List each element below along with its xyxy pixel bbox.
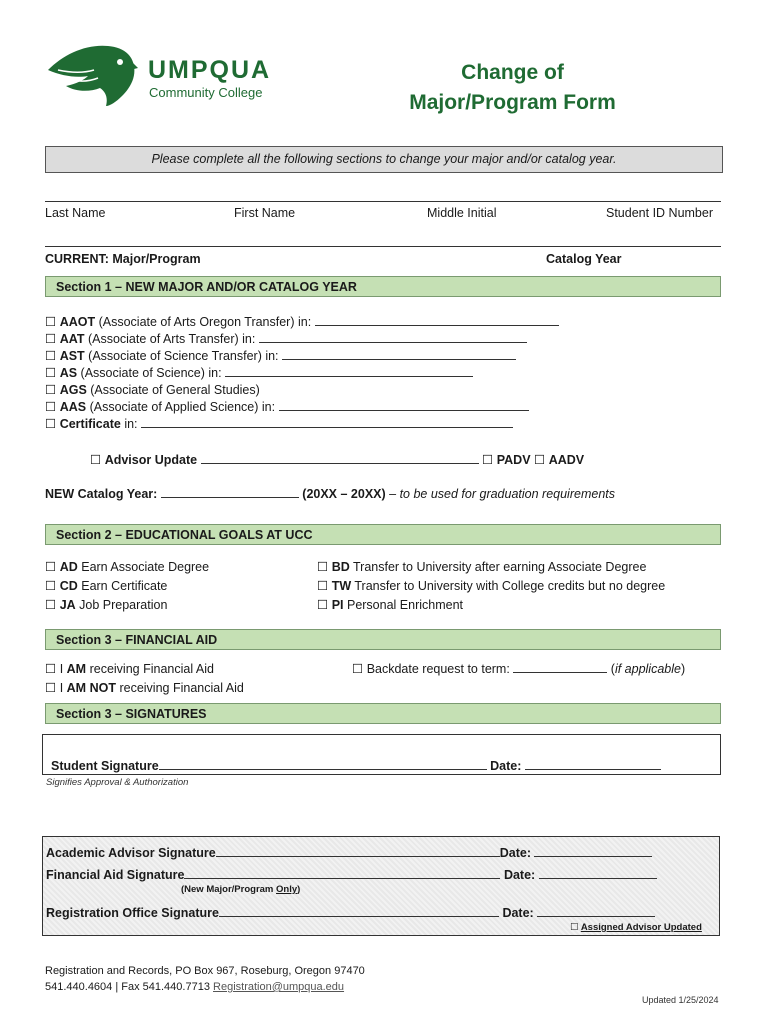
option-code: AST [59,349,85,363]
option-desc: in: [124,417,138,431]
page-title [380,58,645,118]
option-code: AAS [59,400,87,414]
section-2-header: Section 2 – EDUCATIONAL GOALS AT UCC [45,524,721,545]
new-catalog-year-row [45,486,615,503]
aas-field[interactable] [279,399,529,411]
logo-subtitle: Community College [149,85,263,100]
option-code: AAT [59,332,85,346]
option-code: Certificate [59,417,121,431]
section-1-header: Section 1 – NEW MAJOR AND/OR CATALOG YEAR [45,276,721,297]
option-ast[interactable]: ☐ AST (Associate of Science Transfer) in: [45,348,559,365]
registration-date-field[interactable] [537,905,655,917]
option-desc: (Associate of General Studies) [90,383,260,397]
finaid-note: (New Major/Program Only) [181,884,301,895]
finaid-signature-row: Financial Aid Signature Date: [46,867,657,884]
advisor-update-checkbox[interactable]: ☐ Advisor Update [90,453,198,467]
section-3-financial-aid-header: Section 3 – FINANCIAL AID [45,629,721,650]
email-link[interactable]: Registration@umpqua.edu [213,981,345,993]
as-field[interactable] [225,365,473,377]
catalog-format: (20XX – 20XX) [302,487,386,501]
receiving-aid-checkbox[interactable]: ☐ I AM receiving Financial Aid [45,662,214,676]
option-desc: (Associate of Applied Science) in: [89,400,276,414]
title-line-2: Major/Program Form [409,91,616,114]
aadv-checkbox[interactable]: ☐ AADV [534,453,585,467]
not-receiving-aid-checkbox[interactable]: ☐ I AM NOT receiving Financial Aid [45,681,244,695]
catalog-note: – to be used for graduation requirements [389,487,615,501]
goal-tw[interactable]: ☐ TW Transfer to University with College credits but no degree [317,579,666,593]
option-aas[interactable]: ☐ AAS (Associate of Applied Science) in: [45,399,559,416]
advisor-date-field[interactable] [534,845,652,857]
option-code: AAOT [59,315,96,329]
student-signature-field[interactable] [159,758,487,770]
aaot-field[interactable] [315,314,559,326]
new-catalog-label: NEW Catalog Year: [45,487,158,501]
logo-wordmark: UMPQUA [148,56,272,84]
advisor-update-row [90,452,584,469]
option-as[interactable]: ☐ AS (Associate of Science) in: [45,365,559,382]
certificate-field[interactable] [141,416,513,428]
goal-pi[interactable]: ☐ PI Personal Enrichment [317,598,464,612]
current-major-label: CURRENT: Major/Program [45,252,201,266]
goal-ad[interactable]: ☐ AD Earn Associate Degree [45,560,210,574]
backdate-row: ☐ Backdate request to term: (if applicable) [352,662,686,676]
advisor-signature-field[interactable] [216,845,500,857]
current-major-line[interactable] [45,246,721,247]
footer-contact [45,963,365,995]
option-code: AS [59,366,78,380]
ast-field[interactable] [282,348,516,360]
goals-left-column [45,558,209,615]
middle-initial-label: Middle Initial [427,206,497,220]
option-ags[interactable]: ☐ AGS (Associate of General Studies) [45,383,260,397]
registration-signature-row: Registration Office Signature Date: [46,905,655,922]
option-desc: (Associate of Science Transfer) in: [88,349,279,363]
hawk-logo-icon [48,46,134,106]
footer-phone-line: 541.440.4604 | Fax 541.440.7713 Registration@umpqua.edu [45,981,345,993]
signatures-header: Section 3 – SIGNATURES [45,703,721,724]
goal-ja[interactable]: ☐ JA Job Preparation [45,598,168,612]
student-signature-row: Student Signature Date: [51,758,661,775]
option-desc: (Associate of Arts Transfer) in: [87,332,256,346]
current-catalog-label: Catalog Year [546,252,622,266]
aat-field[interactable] [259,331,527,343]
major-options-list [45,314,559,433]
approval-note: Signifies Approval & Authorization [46,777,189,788]
goal-bd[interactable]: ☐ BD Transfer to University after earning Associate Degree [317,560,647,574]
goals-right-column [317,558,665,615]
padv-checkbox[interactable]: ☐ PADV [482,453,531,467]
option-aaot[interactable]: ☐ AAOT (Associate of Arts Oregon Transfer) in: [45,314,559,331]
option-certificate[interactable]: ☐ Certificate in: [45,416,559,433]
finaid-date-field[interactable] [539,867,657,879]
option-code: AGS [59,383,87,397]
last-name-label: Last Name [45,206,106,220]
finaid-signature-field[interactable] [184,867,500,879]
backdate-term-field[interactable] [513,661,607,673]
footer-address: Registration and Records, PO Box 967, Roseburg, Oregon 97470 [45,965,365,977]
option-aat[interactable]: ☐ AAT (Associate of Arts Transfer) in: [45,331,559,348]
registration-signature-field[interactable] [219,905,499,917]
if-applicable-note: if applicable [614,662,681,676]
advisor-signature-row: Academic Advisor Signature Date: [46,845,652,862]
updated-date: Updated 1/25/2024 [642,995,719,1005]
goal-cd[interactable]: ☐ CD Earn Certificate [45,579,168,593]
student-date-field[interactable] [525,758,661,770]
option-desc: (Associate of Arts Oregon Transfer) in: [98,315,312,329]
financial-aid-options [45,660,244,698]
backdate-checkbox[interactable]: ☐ Backdate request to term: [352,662,510,676]
instructions-banner: Please complete all the following sections to change your major and/or catalog year. [45,146,723,173]
advisor-update-field[interactable] [201,452,479,464]
first-name-label: First Name [234,206,296,220]
name-line[interactable] [45,201,721,202]
student-id-label: Student ID Number [606,206,713,220]
option-desc: (Associate of Science) in: [80,366,222,380]
assigned-advisor-checkbox[interactable]: ☐ Assigned Advisor Updated [570,922,702,933]
new-catalog-field[interactable] [161,486,299,498]
title-line-1: Change of [461,61,564,84]
